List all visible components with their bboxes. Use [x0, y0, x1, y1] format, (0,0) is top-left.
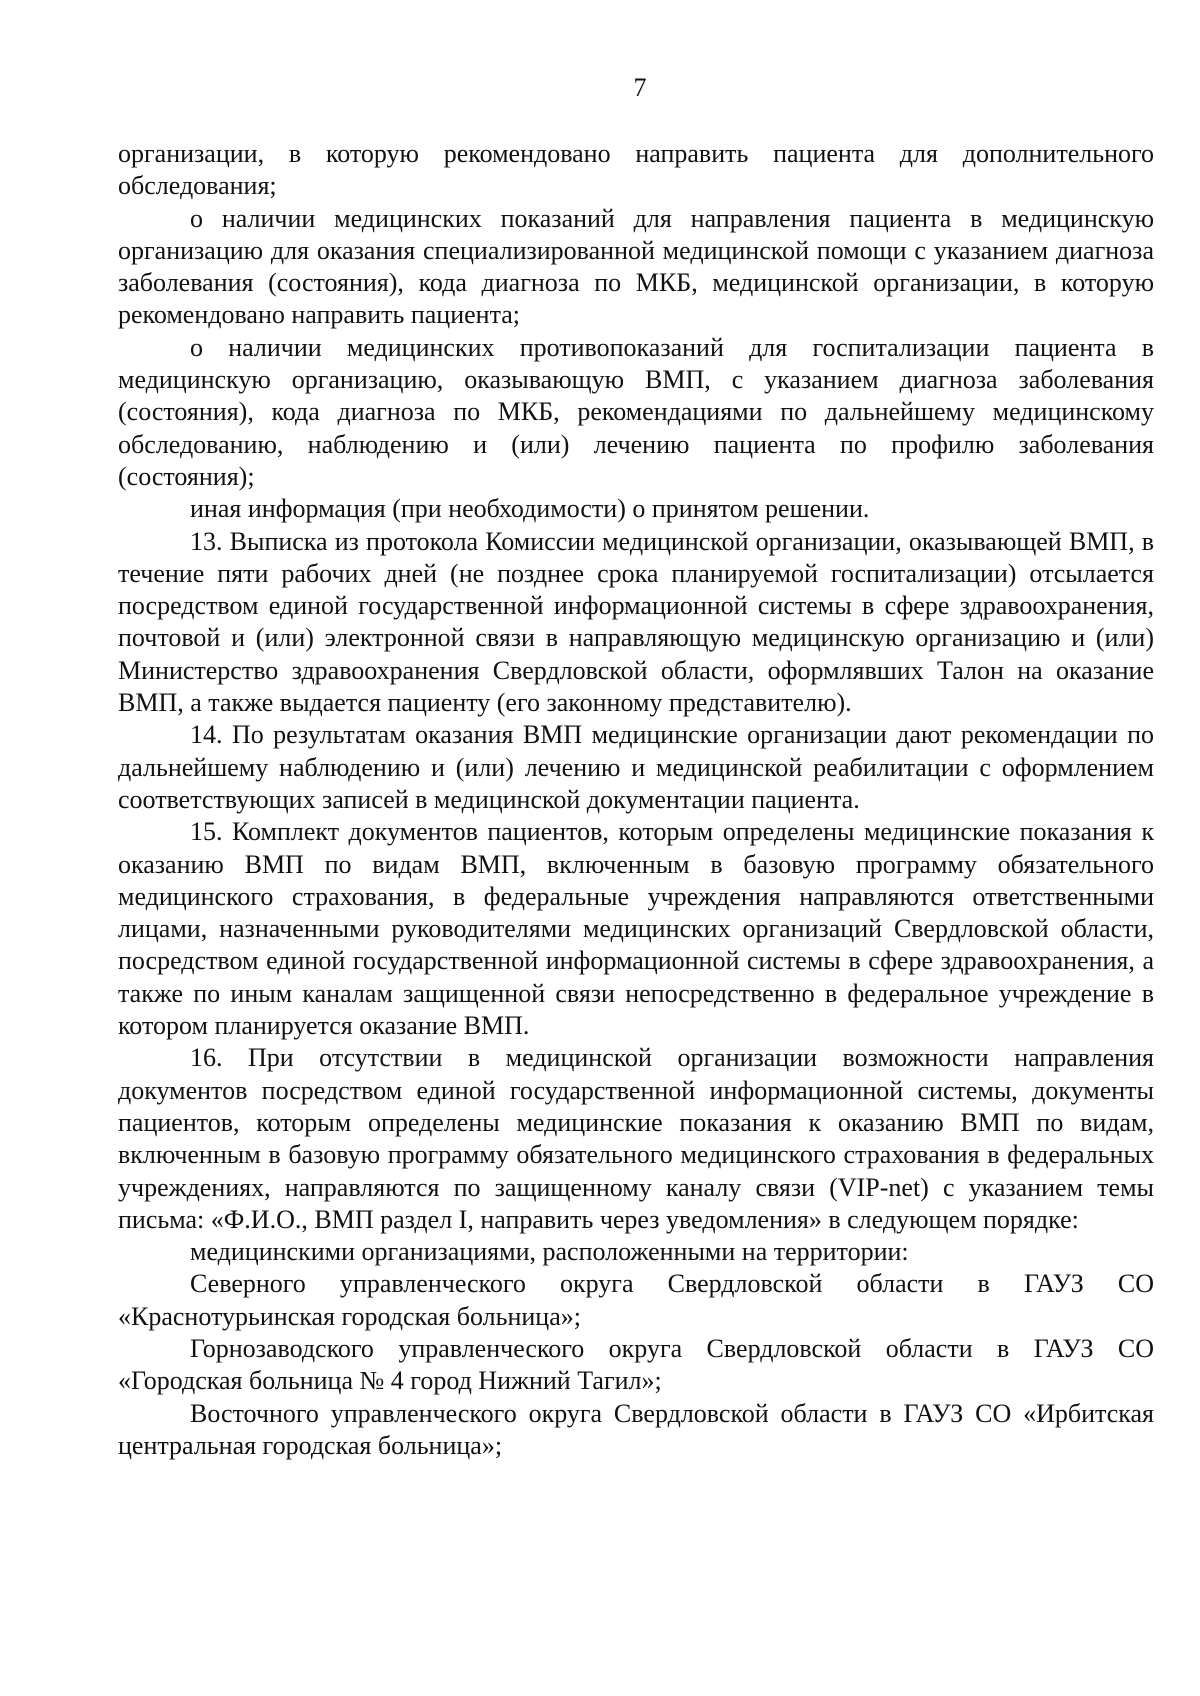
paragraph-contraindications: о наличии медицинских противопоказаний для госпитализации пациента в медицинскую организацию, оказывающую ВМП, с указанием диагноза заболевания (состояния), кода диагноза по МКБ, рекомендациями по дальнейшему медицинскому обследованию, наблюдению и (или) лечению пациента по профилю заболевания (состояния);	[118, 332, 1154, 491]
paragraph-continuation: организации, в которую рекомендовано направить пациента для дополнительного обследования;	[118, 139, 1154, 201]
paragraph-item-14: 14. По результатам оказания ВМП медицинские организации дают рекомендации по дальнейшему наблюдению и (или) лечению и медицинской реабилитации с оформлением соответствующих записей в медицинской документации пациента.	[118, 720, 1154, 814]
paragraph-item-13: 13. Выписка из протокола Комиссии медицинской организации, оказывающей ВМП, в течение пяти рабочих дней (не позднее срока планируемой госпитализации) отсылается посредством единой государственной информационной системы в сфере здравоохранения, почтовой и (или) электронной связи в направляющую медицинскую организацию и (или) Министерство здравоохранения Свердловской области, оформлявших Талон на оказание ВМП, а также выдается пациенту (его законному представителю).	[118, 526, 1154, 718]
paragraph-eastern-district: Восточного управленческого округа Свердловской области в ГАУЗ СО «Ирбитская центральная городская больница»;	[118, 1398, 1154, 1460]
paragraph-other-information: иная информация (при необходимости) о принятом решении.	[190, 494, 870, 524]
page-number: 7	[633, 73, 647, 102]
paragraph-indications-specialized-care: о наличии медицинских показаний для направления пациента в медицинскую организацию для оказания специализированной медицинской помощи с указанием диагноза заболевания (состояния), кода диагноза по МКБ, медицинской организации, в которую рекомендовано направить пациента;	[118, 203, 1154, 330]
paragraph-item-16: 16. При отсутствии в медицинской организации возможности направления документов посредством единой государственной информационной системы, документы пациентов, которым определены медицинские показания к оказанию ВМП по видам, включенным в базовую программу обязательного медицинского страхования в федеральных учреждениях, направляются по защищенному каналу связи (VIP-net) с указанием темы письма: «Ф.И.О., ВМП раздел I, направить через уведомления» в следующем порядке:	[118, 1043, 1154, 1234]
paragraph-gornozavodsky-district: Горнозаводского управленческого округа Свердловской области в ГАУЗ СО «Городская больница № 4 город Нижний Тагил»;	[118, 1333, 1154, 1396]
paragraph-northern-district: Северного управленческого округа Свердловской области в ГАУЗ СО «Краснотурьинская городская больница»;	[118, 1269, 1154, 1331]
paragraph-item-15: 15. Комплект документов пациентов, которым определены медицинские показания к оказанию ВМП по видам ВМП, включенным в базовую программу обязательного медицинского страхования, в федеральные учреждения направляются ответственными лицами, назначенными руководителями медицинских организаций Свердловской области, посредством единой государственной информационной системы в сфере здравоохранения, а также по иным каналам защищенной связи непосредственно в федеральное учреждение в котором планируется оказание ВМП.	[118, 817, 1154, 1041]
paragraph-territories-intro: медицинскими организациями, расположенными на территории:	[190, 1237, 909, 1267]
document-body	[118, 138, 1154, 1462]
